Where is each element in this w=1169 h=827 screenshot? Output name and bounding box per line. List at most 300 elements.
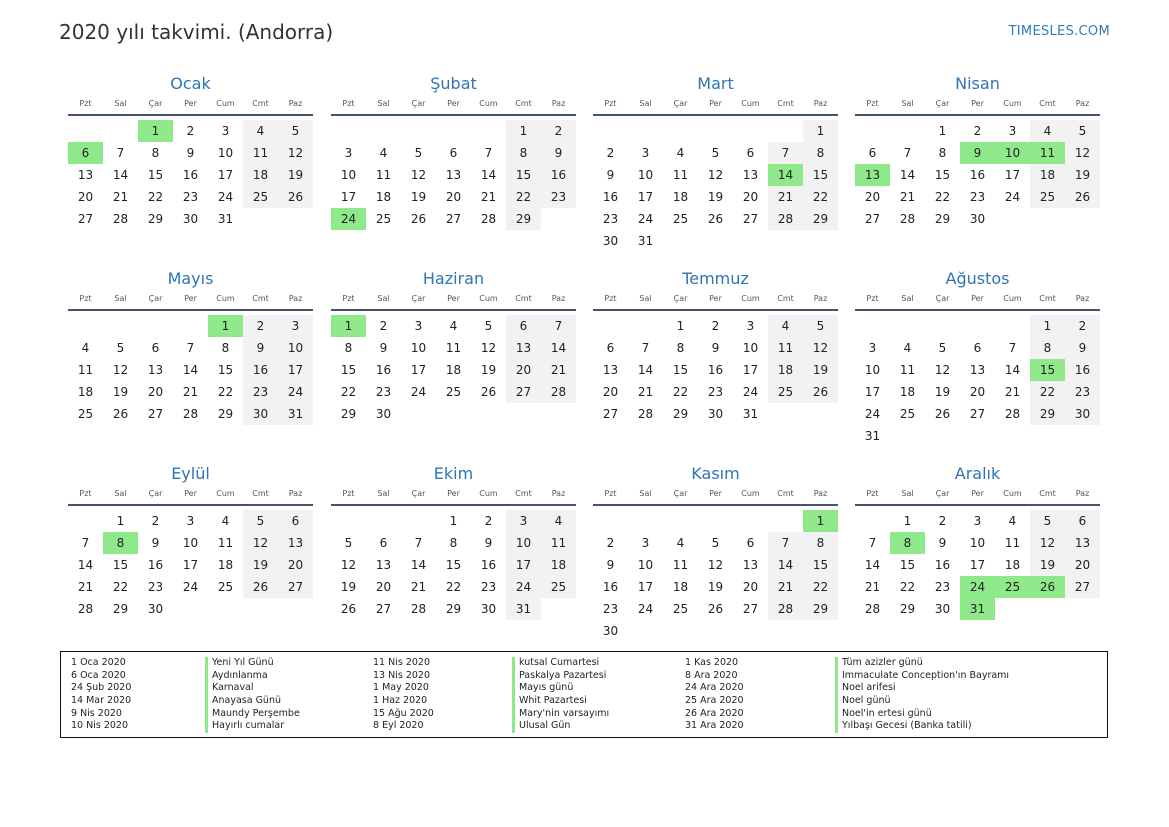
day-cell: 14 — [541, 337, 576, 359]
day-cell: 6 — [973, 341, 982, 355]
day-cell: 29 — [340, 407, 357, 421]
day-grid — [855, 315, 1100, 447]
weekday-label: Sal — [901, 489, 914, 498]
legend-holiday-name: Immaculate Conception'ın Bayramı — [835, 670, 1009, 683]
weekday-label: Çar — [411, 99, 426, 108]
month-name: Kasım — [691, 464, 740, 483]
legend-date: 11 Nis 2020 — [373, 657, 430, 668]
day-cell: 2 — [243, 315, 278, 337]
day-cell: 15 — [672, 363, 689, 377]
day-cell: 10 — [217, 146, 234, 160]
day-cell: 6 — [1065, 510, 1100, 532]
day-cell: 22 — [445, 580, 462, 594]
weekday-label: Cmt — [252, 489, 269, 498]
weekday-header — [331, 487, 576, 501]
legend-holiday-name: Tüm azizler günü — [835, 657, 1009, 670]
day-cell: 10 — [278, 337, 313, 359]
day-cell: 25 — [375, 212, 392, 226]
day-cell: 11 — [899, 363, 916, 377]
day-cell: 14 — [112, 168, 129, 182]
day-cell: 28 — [864, 602, 881, 616]
weekday-label: Cum — [1003, 99, 1022, 108]
day-cell: 7 — [868, 536, 877, 550]
day-cell: 19 — [112, 385, 129, 399]
day-cell: 9 — [938, 536, 947, 550]
empty-cell — [855, 510, 890, 532]
day-cell: 15 — [340, 363, 357, 377]
weekday-label: Paz — [813, 489, 828, 498]
day-cell: 20 — [375, 580, 392, 594]
day-cell: 5 — [484, 319, 493, 333]
empty-cell — [890, 315, 925, 337]
day-cell: 4 — [243, 120, 278, 142]
weekday-label: Çar — [935, 99, 950, 108]
day-cell: 12 — [1030, 532, 1065, 554]
legend-date: 1 Oca 2020 — [71, 657, 126, 668]
holiday-day-cell: 1 — [331, 315, 366, 337]
day-cell: 28 — [112, 212, 129, 226]
day-grid — [593, 510, 838, 642]
day-cell: 26 — [934, 407, 951, 421]
header-divider — [68, 504, 313, 506]
weekday-label: Çar — [673, 294, 688, 303]
empty-cell — [995, 315, 1030, 337]
day-grid — [593, 315, 838, 425]
legend-holiday-name: Ulusal Gün — [512, 720, 609, 733]
empty-cell — [331, 120, 366, 142]
holiday-day-cell: 10 — [995, 142, 1030, 164]
day-cell: 17 — [506, 554, 541, 576]
day-cell: 26 — [707, 212, 724, 226]
day-cell: 23 — [969, 190, 986, 204]
day-cell: 10 — [742, 341, 759, 355]
day-cell: 29 — [934, 212, 951, 226]
day-cell: 17 — [969, 558, 986, 572]
day-cell: 20 — [969, 385, 986, 399]
holiday-day-cell: 25 — [995, 576, 1030, 598]
day-cell: 11 — [541, 532, 576, 554]
day-cell: 1 — [1030, 315, 1065, 337]
day-cell: 17 — [340, 190, 357, 204]
month-name: Haziran — [422, 269, 485, 288]
day-cell: 14 — [410, 558, 427, 572]
day-cell: 12 — [112, 363, 129, 377]
weekday-label: Per — [709, 99, 722, 108]
day-cell: 10 — [506, 532, 541, 554]
page-title: 2020 yılı takvimi. (Andorra) — [59, 20, 334, 44]
day-cell: 3 — [186, 514, 195, 528]
weekday-label: Sal — [377, 294, 390, 303]
weekday-label: Cum — [1003, 294, 1022, 303]
weekday-label: Pzt — [604, 489, 617, 498]
day-cell: 14 — [1004, 363, 1021, 377]
day-cell: 17 — [182, 558, 199, 572]
legend-date-column — [71, 657, 131, 733]
day-cell: 13 — [742, 558, 759, 572]
day-cell: 16 — [243, 359, 278, 381]
day-cell: 29 — [1030, 403, 1065, 425]
day-cell: 26 — [803, 381, 838, 403]
day-cell: 8 — [803, 532, 838, 554]
day-cell: 10 — [340, 168, 357, 182]
day-cell: 5 — [1030, 510, 1065, 532]
day-cell: 21 — [768, 576, 803, 598]
day-cell: 27 — [506, 381, 541, 403]
legend-holiday-name: Maundy Perşembe — [205, 708, 300, 721]
day-cell: 22 — [899, 580, 916, 594]
day-cell: 23 — [934, 580, 951, 594]
legend-date: 31 Ara 2020 — [685, 720, 744, 732]
day-cell: 11 — [672, 168, 689, 182]
day-cell: 26 — [410, 212, 427, 226]
day-cell: 8 — [151, 146, 160, 160]
day-cell: 28 — [480, 212, 497, 226]
holiday-day-cell: 8 — [890, 532, 925, 554]
weekday-label: Paz — [813, 99, 828, 108]
month-block — [331, 463, 576, 620]
day-cell: 8 — [676, 341, 685, 355]
empty-cell — [768, 120, 803, 142]
legend-holiday-name: Yeni Yıl Günü — [205, 657, 300, 670]
empty-cell — [663, 120, 698, 142]
legend-holiday-name: Whit Pazartesi — [512, 695, 609, 708]
day-cell: 14 — [637, 363, 654, 377]
holiday-day-cell: 13 — [855, 164, 890, 186]
day-cell: 7 — [414, 536, 423, 550]
day-cell: 21 — [77, 580, 94, 594]
day-cell: 3 — [641, 536, 650, 550]
day-cell: 29 — [899, 602, 916, 616]
weekday-label: Pzt — [866, 99, 879, 108]
day-cell: 24 — [506, 576, 541, 598]
month-name: Mart — [697, 74, 734, 93]
weekday-label: Per — [447, 99, 460, 108]
day-cell: 14 — [768, 554, 803, 576]
empty-cell — [401, 120, 436, 142]
month-block — [593, 463, 838, 642]
empty-cell — [628, 315, 663, 337]
day-cell: 17 — [864, 385, 881, 399]
day-cell: 14 — [480, 168, 497, 182]
weekday-label: Çar — [411, 489, 426, 498]
day-cell: 25 — [217, 580, 234, 594]
legend-date: 10 Nis 2020 — [71, 720, 128, 732]
day-cell: 1 — [903, 514, 912, 528]
weekday-label: Cum — [216, 99, 235, 108]
weekday-label: Sal — [901, 99, 914, 108]
day-cell: 20 — [445, 190, 462, 204]
day-cell: 30 — [1065, 403, 1100, 425]
day-cell: 8 — [344, 341, 353, 355]
day-cell: 2 — [186, 124, 195, 138]
day-cell: 23 — [541, 186, 576, 208]
day-cell: 3 — [868, 341, 877, 355]
holiday-day-cell: 15 — [1030, 359, 1065, 381]
day-cell: 25 — [672, 212, 689, 226]
holiday-day-cell: 24 — [331, 208, 366, 230]
legend-date: 1 Kas 2020 — [685, 657, 739, 668]
day-cell: 12 — [278, 142, 313, 164]
day-cell: 1 — [449, 514, 458, 528]
day-cell: 14 — [182, 363, 199, 377]
day-cell: 6 — [151, 341, 160, 355]
day-cell: 27 — [278, 576, 313, 598]
month-block — [855, 268, 1100, 447]
day-cell: 18 — [768, 359, 803, 381]
day-cell: 29 — [112, 602, 129, 616]
day-cell: 16 — [541, 164, 576, 186]
day-cell: 25 — [445, 385, 462, 399]
day-cell: 27 — [742, 602, 759, 616]
weekday-label: Pzt — [866, 294, 879, 303]
day-cell: 5 — [1065, 120, 1100, 142]
day-cell: 24 — [182, 580, 199, 594]
day-cell: 20 — [506, 359, 541, 381]
weekday-label: Paz — [551, 489, 566, 498]
day-grid — [331, 120, 576, 230]
day-cell: 30 — [375, 407, 392, 421]
day-cell: 31 — [278, 403, 313, 425]
day-cell: 20 — [864, 190, 881, 204]
day-cell: 19 — [934, 385, 951, 399]
empty-cell — [698, 510, 733, 532]
weekday-header — [855, 97, 1100, 111]
weekday-header — [855, 292, 1100, 306]
day-cell: 17 — [217, 168, 234, 182]
day-cell: 23 — [707, 385, 724, 399]
header-divider — [855, 504, 1100, 506]
day-cell: 19 — [1030, 554, 1065, 576]
day-cell: 11 — [243, 142, 278, 164]
month-block — [331, 268, 576, 425]
day-cell: 27 — [969, 407, 986, 421]
day-cell: 25 — [672, 602, 689, 616]
day-cell: 13 — [1065, 532, 1100, 554]
day-cell: 20 — [1065, 554, 1100, 576]
day-cell: 21 — [480, 190, 497, 204]
day-cell: 16 — [1065, 359, 1100, 381]
header-divider — [593, 114, 838, 116]
empty-cell — [855, 315, 890, 337]
weekday-label: Per — [447, 294, 460, 303]
day-cell: 6 — [606, 341, 615, 355]
month-block — [855, 463, 1100, 620]
day-cell: 21 — [1004, 385, 1021, 399]
empty-cell — [628, 510, 663, 532]
day-cell: 21 — [410, 580, 427, 594]
legend-name-column — [835, 657, 1009, 733]
day-cell: 8 — [938, 146, 947, 160]
day-cell: 28 — [541, 381, 576, 403]
day-cell: 4 — [379, 146, 388, 160]
day-cell: 6 — [746, 536, 755, 550]
day-cell: 27 — [147, 407, 164, 421]
legend-date: 14 Mar 2020 — [71, 695, 132, 707]
day-cell: 29 — [803, 208, 838, 230]
header-divider — [68, 114, 313, 116]
day-cell: 23 — [480, 580, 497, 594]
day-grid — [331, 315, 576, 425]
day-cell: 2 — [541, 120, 576, 142]
day-cell: 2 — [711, 319, 720, 333]
legend-date-column — [373, 657, 434, 733]
day-cell: 7 — [641, 341, 650, 355]
day-cell: 27 — [742, 212, 759, 226]
day-cell: 31 — [864, 429, 881, 443]
day-cell: 16 — [375, 363, 392, 377]
day-grid — [68, 510, 313, 620]
day-cell: 15 — [803, 554, 838, 576]
day-cell: 15 — [112, 558, 129, 572]
weekday-label: Cmt — [1039, 294, 1056, 303]
day-cell: 24 — [742, 385, 759, 399]
empty-cell — [733, 120, 768, 142]
legend-holiday-name: Karnaval — [205, 682, 300, 695]
day-cell: 18 — [375, 190, 392, 204]
day-cell: 23 — [182, 190, 199, 204]
weekday-label: Paz — [551, 294, 566, 303]
month-block — [331, 73, 576, 230]
weekday-label: Çar — [673, 489, 688, 498]
month-name: Mayıs — [167, 269, 214, 288]
month-name: Aralık — [954, 464, 1001, 483]
day-cell: 23 — [602, 602, 619, 616]
day-cell: 17 — [742, 363, 759, 377]
day-cell: 23 — [147, 580, 164, 594]
weekday-label: Sal — [639, 99, 652, 108]
weekday-label: Cum — [479, 99, 498, 108]
day-cell: 25 — [768, 381, 803, 403]
day-grid — [855, 510, 1100, 620]
day-cell: 1 — [803, 120, 838, 142]
empty-cell — [68, 315, 103, 337]
empty-cell — [698, 120, 733, 142]
day-cell: 8 — [1030, 337, 1065, 359]
day-cell: 18 — [445, 363, 462, 377]
day-cell: 24 — [278, 381, 313, 403]
empty-cell — [138, 315, 173, 337]
weekday-label: Cmt — [777, 489, 794, 498]
day-cell: 15 — [934, 168, 951, 182]
weekday-label: Cum — [741, 294, 760, 303]
legend-date: 15 Ağu 2020 — [373, 707, 434, 719]
site-link[interactable]: TIMESLES.COM — [1008, 24, 1110, 39]
empty-cell — [593, 315, 628, 337]
day-cell: 18 — [541, 554, 576, 576]
day-cell: 13 — [742, 168, 759, 182]
day-grid — [855, 120, 1100, 230]
weekday-label: Cum — [741, 489, 760, 498]
legend-name-column — [512, 657, 609, 733]
holiday-day-cell: 26 — [1030, 576, 1065, 598]
weekday-label: Per — [971, 294, 984, 303]
day-cell: 26 — [340, 602, 357, 616]
weekday-label: Sal — [639, 294, 652, 303]
day-cell: 11 — [217, 536, 234, 550]
day-cell: 18 — [1004, 558, 1021, 572]
day-cell: 14 — [77, 558, 94, 572]
weekday-label: Pzt — [604, 99, 617, 108]
legend-holiday-name: Hayırlı cumalar — [205, 720, 300, 733]
day-cell: 30 — [602, 624, 619, 638]
day-cell: 7 — [1008, 341, 1017, 355]
day-cell: 20 — [278, 554, 313, 576]
day-cell: 13 — [77, 168, 94, 182]
day-cell: 30 — [602, 234, 619, 248]
day-cell: 7 — [186, 341, 195, 355]
day-cell: 15 — [147, 168, 164, 182]
day-cell: 18 — [77, 385, 94, 399]
weekday-header — [68, 97, 313, 111]
day-cell: 25 — [77, 407, 94, 421]
day-cell: 29 — [147, 212, 164, 226]
weekday-label: Pzt — [604, 294, 617, 303]
weekday-label: Paz — [1075, 489, 1090, 498]
legend-holiday-name: Noel'in ertesi günü — [835, 708, 1009, 721]
day-cell: 13 — [278, 532, 313, 554]
day-cell: 4 — [221, 514, 230, 528]
day-cell: 17 — [278, 359, 313, 381]
day-cell: 8 — [449, 536, 458, 550]
day-cell: 6 — [506, 315, 541, 337]
day-cell: 22 — [803, 186, 838, 208]
weekday-label: Cum — [216, 294, 235, 303]
day-cell: 28 — [637, 407, 654, 421]
day-cell: 26 — [1065, 186, 1100, 208]
day-cell: 4 — [1030, 120, 1065, 142]
day-cell: 30 — [182, 212, 199, 226]
day-cell: 24 — [637, 602, 654, 616]
weekday-label: Sal — [114, 294, 127, 303]
weekday-label: Sal — [639, 489, 652, 498]
empty-cell — [366, 120, 401, 142]
day-cell: 25 — [243, 186, 278, 208]
weekday-label: Paz — [288, 294, 303, 303]
day-cell: 9 — [379, 341, 388, 355]
day-cell: 30 — [147, 602, 164, 616]
day-cell: 2 — [151, 514, 160, 528]
day-cell: 6 — [449, 146, 458, 160]
day-cell: 19 — [410, 190, 427, 204]
day-cell: 6 — [379, 536, 388, 550]
empty-cell — [593, 510, 628, 532]
weekday-label: Cmt — [515, 489, 532, 498]
day-cell: 5 — [711, 536, 720, 550]
weekday-label: Cmt — [515, 294, 532, 303]
legend-date-column — [685, 657, 744, 733]
day-cell: 10 — [410, 341, 427, 355]
legend-date: 8 Eyl 2020 — [373, 720, 424, 732]
month-name: Eylül — [171, 464, 210, 483]
legend-date: 24 Ara 2020 — [685, 682, 744, 694]
day-cell: 1 — [938, 124, 947, 138]
day-cell: 7 — [81, 536, 90, 550]
day-cell: 22 — [112, 580, 129, 594]
holiday-day-cell: 1 — [138, 120, 173, 142]
day-cell: 24 — [864, 407, 881, 421]
weekday-label: Çar — [935, 489, 950, 498]
day-cell: 27 — [602, 407, 619, 421]
holiday-day-cell: 1 — [803, 510, 838, 532]
day-cell: 12 — [1065, 142, 1100, 164]
day-cell: 9 — [484, 536, 493, 550]
legend-holiday-name: Anayasa Günü — [205, 695, 300, 708]
day-cell: 4 — [768, 315, 803, 337]
day-cell: 9 — [186, 146, 195, 160]
day-cell: 23 — [243, 381, 278, 403]
day-cell: 3 — [641, 146, 650, 160]
weekday-label: Pzt — [79, 489, 92, 498]
